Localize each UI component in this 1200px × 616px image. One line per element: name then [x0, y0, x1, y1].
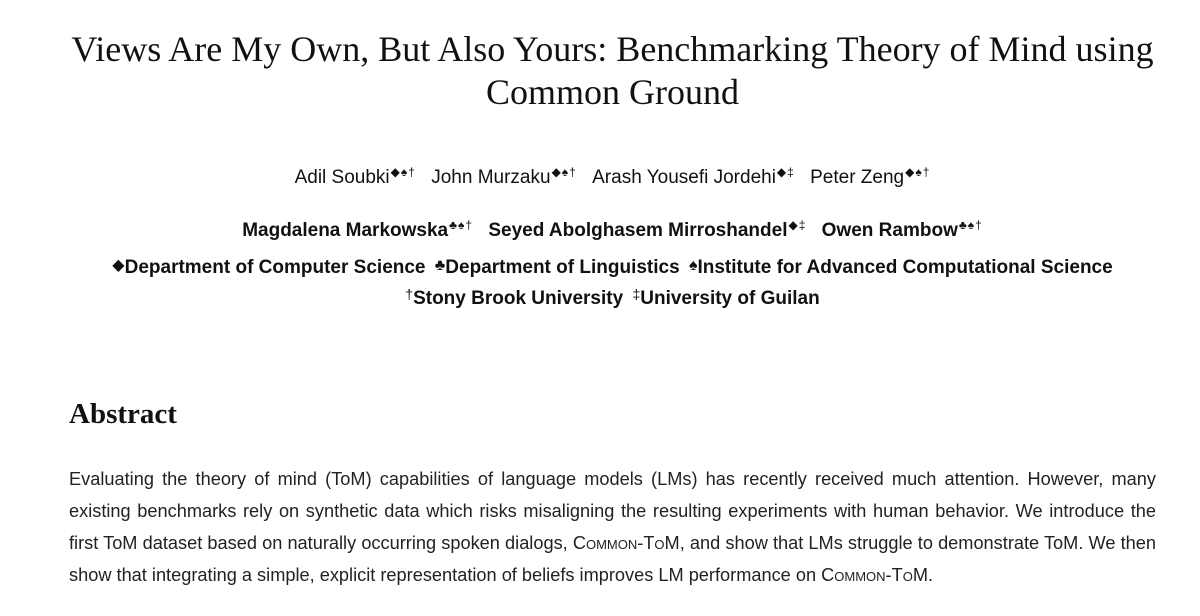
author: Adil Soubki◆♠†: [294, 165, 416, 189]
affiliation-mark: ♣: [434, 257, 446, 274]
affiliations-row-1: [0, 255, 1200, 279]
affiliation: ◆Department of Computer Science: [112, 257, 426, 278]
affiliation-mark: ◆: [112, 257, 125, 274]
author: Owen Rambow♣♠†: [821, 218, 983, 242]
author: Magdalena Markowska♣♠†: [242, 218, 474, 242]
dataset-name: Common-ToM: [821, 565, 928, 585]
author: Seyed Abolghasem Mirroshandel◆‡: [488, 218, 807, 242]
affiliation-marks: ◆‡: [776, 165, 795, 179]
affiliation-mark: ♠: [688, 257, 698, 274]
affiliation: ‡University of Guilan: [632, 286, 820, 309]
affiliation-marks: ♣♠†: [958, 218, 983, 232]
affiliation-marks: ◆♠†: [905, 165, 931, 179]
abstract-heading: Abstract: [69, 398, 177, 430]
author-list-row-1: [0, 165, 1200, 189]
dataset-name: Common-ToM: [572, 533, 680, 553]
affiliation-mark: †: [405, 286, 414, 302]
author: Peter Zeng◆♠†: [810, 165, 931, 189]
affiliation-mark: ‡: [632, 286, 641, 302]
affiliation: ♠Institute for Advanced Computational Science: [688, 257, 1113, 278]
author-list-row-2: [0, 218, 1200, 242]
abstract-text: Evaluating the theory of mind (ToM) capabilities of language models (LMs) has recently received much attention. However, many existing benchmarks rely on synthetic data which risks misaligning the resulting experiments with human behavior. We introduce the first ToM dataset based on naturally occurring spoken dialogs, Common-ToM, and show that LMs struggle to demonstrate ToM. We then show that integrating a simple, explicit representation of beliefs improves LM performance on Common-ToM.: [69, 469, 1156, 585]
author: John Murzaku◆♠†: [431, 165, 577, 189]
affiliations-row-2: [0, 286, 1200, 310]
affiliation-marks: ♣♠†: [449, 218, 474, 232]
affiliation: ♣Department of Linguistics: [434, 257, 680, 278]
paper-title: Views Are My Own, But Also Yours: Benchmarking Theory of Mind using Common Ground: [71, 29, 1154, 112]
affiliation: †Stony Brook University: [405, 286, 624, 309]
author: Arash Yousefi Jordehi◆‡: [592, 165, 795, 189]
affiliation-marks: ◆♠†: [551, 165, 577, 179]
affiliation-marks: ◆♠†: [390, 165, 416, 179]
affiliation-marks: ◆‡: [788, 218, 807, 232]
